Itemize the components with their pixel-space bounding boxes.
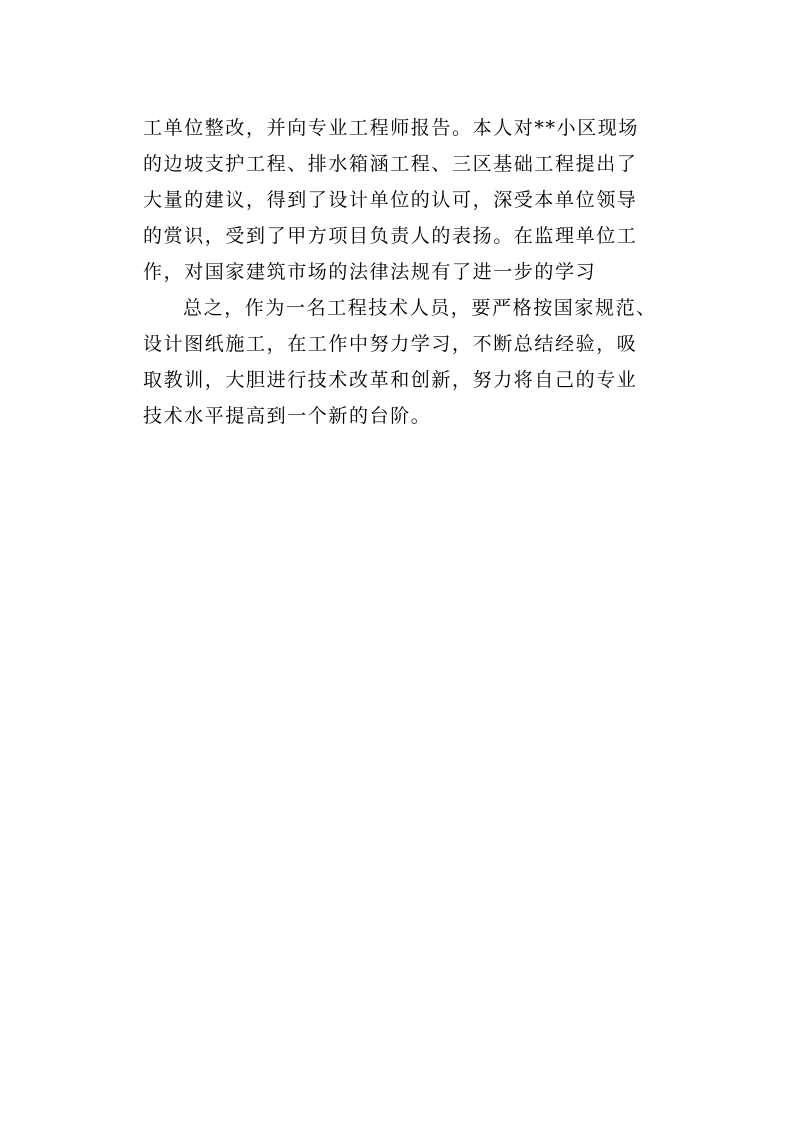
text-line: 作，对国家建筑市场的法律法规有了进一步的学习 xyxy=(143,261,597,283)
text-line: 工单位整改，并向专业工程师报告。本人对**小区现场 xyxy=(143,117,640,139)
text-line: 设计图纸施工，在工作中努力学习，不断总结经验，吸 xyxy=(143,333,638,355)
paragraph xyxy=(143,110,683,290)
document-body xyxy=(143,110,683,434)
text-line: 大量的建议，得到了设计单位的认可，深受本单位领导 xyxy=(143,189,638,211)
text-line: 的边坡支护工程、排水箱涵工程、三区基础工程提出了 xyxy=(143,153,638,175)
text-line: 取教训，大胆进行技术改革和创新，努力将自己的专业 xyxy=(143,369,638,391)
text-line: 的赏识，受到了甲方项目负责人的表扬。在监理单位工 xyxy=(143,225,638,247)
paragraph xyxy=(143,290,683,434)
text-line: 技术水平提高到一个新的台阶。 xyxy=(143,405,432,427)
text-line: 总之，作为一名工程技术人员，要严格按国家规范、 xyxy=(183,297,657,319)
